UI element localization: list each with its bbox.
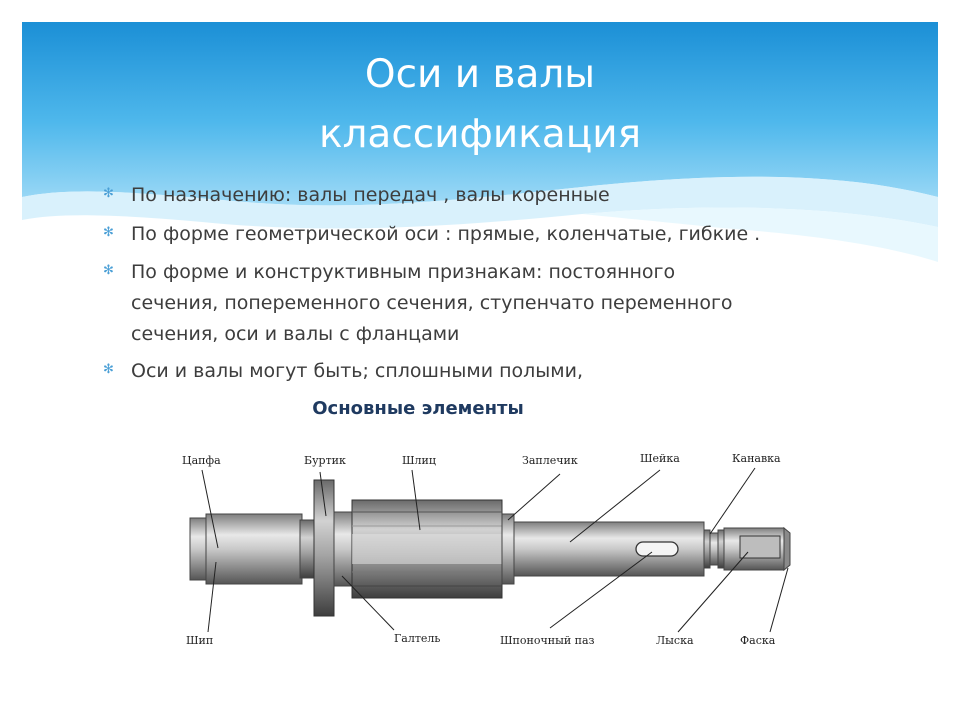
bullet-marker-icon: ✻ xyxy=(103,263,114,278)
bullet-1-text: По назначению: валы передач , валы коренные xyxy=(131,184,610,206)
shaft-fillet-section xyxy=(334,512,352,586)
label-burtik: Буртик xyxy=(304,454,346,467)
label-shponochny-paz: Шпоночный паз xyxy=(500,634,595,647)
spline-section xyxy=(352,500,502,598)
label-galtel: Галтель xyxy=(394,632,441,645)
shaft-shoulder xyxy=(502,514,514,584)
bullet-3-line-1: По форме и конструктивным признакам: постоянного xyxy=(131,261,676,283)
shaft-neck xyxy=(514,522,704,576)
label-kanavka: Канавка xyxy=(732,452,781,465)
label-zaplechik: Заплечик xyxy=(522,454,578,467)
label-lyska: Лыска xyxy=(656,634,694,647)
label-tsapfa: Цапфа xyxy=(182,454,221,467)
bullet-4-text: Оси и валы могут быть; сплошными полыми, xyxy=(131,360,584,382)
title-line-2: классификация xyxy=(318,112,642,157)
bullet-2-text: По форме геометрической оси : прямые, коленчатые, гибкие . xyxy=(131,223,761,245)
bullet-3-line-2: сечения, попеременного сечения, ступенчато переменного xyxy=(131,292,733,314)
shaft-step xyxy=(300,520,314,578)
keyway-slot xyxy=(636,542,678,556)
label-ship: Шип xyxy=(186,634,214,647)
shaft-chamfer xyxy=(784,528,790,570)
bullet-marker-icon: ✻ xyxy=(103,186,114,201)
bullet-marker-icon: ✻ xyxy=(103,225,114,240)
shaft-end xyxy=(724,528,790,570)
subheading: Основные элементы xyxy=(312,398,524,419)
shaft-groove xyxy=(704,530,724,568)
label-faska: Фаска xyxy=(740,634,776,647)
label-sheyka: Шейка xyxy=(640,452,680,465)
shaft-diagram xyxy=(170,440,810,660)
bullet-3-line-3: сечения, оси и валы с фланцами xyxy=(131,323,460,345)
title-line-1: Оси и валы xyxy=(364,52,596,97)
bullet-marker-icon: ✻ xyxy=(103,362,114,377)
label-shlits: Шлиц xyxy=(402,454,436,467)
shaft-journal xyxy=(190,514,302,584)
